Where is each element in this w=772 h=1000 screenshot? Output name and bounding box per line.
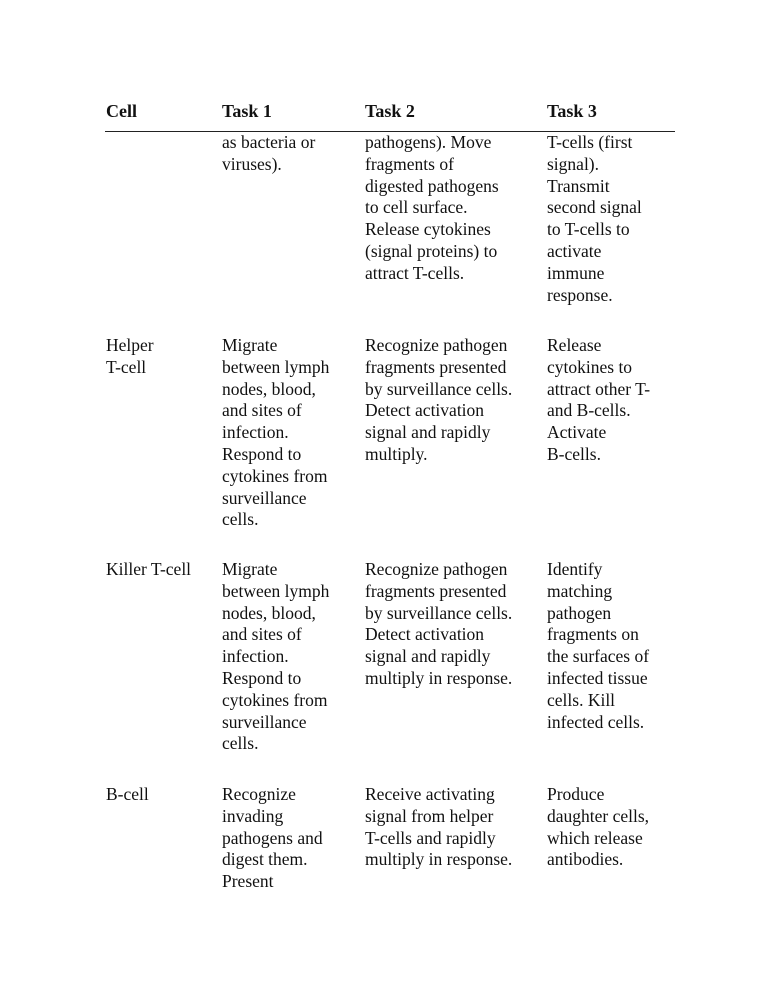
header-task1: Task 1 (222, 101, 272, 121)
row-cell-name: Helper T-cell (106, 335, 154, 377)
header-cell: Cell (106, 101, 137, 121)
row-task2: pathogens). Move fragments of digested pathogens to cell surface. Release cytokines (signal proteins) to attract T-cells. (365, 132, 499, 283)
row-task3: Produce daughter cells, which release antibodies. (547, 784, 650, 870)
table-header-row (105, 99, 675, 123)
row-task3: T-cells (first signal). Transmit second signal to T-cells to activate immune response. (547, 132, 642, 305)
header-task3: Task 3 (547, 101, 597, 121)
row-task1: Recognize invading pathogens and digest them. Present (222, 784, 323, 892)
row-task1: Migrate between lymph nodes, blood, and sites of infection. Respond to cytokines from surveillance cells. (222, 559, 330, 754)
row-task2: Recognize pathogen fragments presented by surveillance cells. Detect activation signal and rapidly multiply. (365, 335, 513, 464)
row-cell-name: Killer T-cell (106, 559, 192, 579)
row-task2: Receive activating signal from helper T-cells and rapidly multiply in response. (365, 784, 513, 870)
row-task3: Release cytokines to attract other T- and B-cells. Activate B-cells. (547, 335, 651, 464)
row-cell-name: B-cell (106, 784, 149, 804)
row-task2: Recognize pathogen fragments presented by surveillance cells. Detect activation signal and rapidly multiply in response. (365, 559, 513, 688)
row-task1: Migrate between lymph nodes, blood, and sites of infection. Respond to cytokines from surveillance cells. (222, 335, 330, 530)
row-task3: Identify matching pathogen fragments on the surfaces of infected tissue cells. Kill infected cells. (547, 559, 650, 732)
row-task1: as bacteria or viruses). (222, 132, 316, 174)
header-task2: Task 2 (365, 101, 415, 121)
